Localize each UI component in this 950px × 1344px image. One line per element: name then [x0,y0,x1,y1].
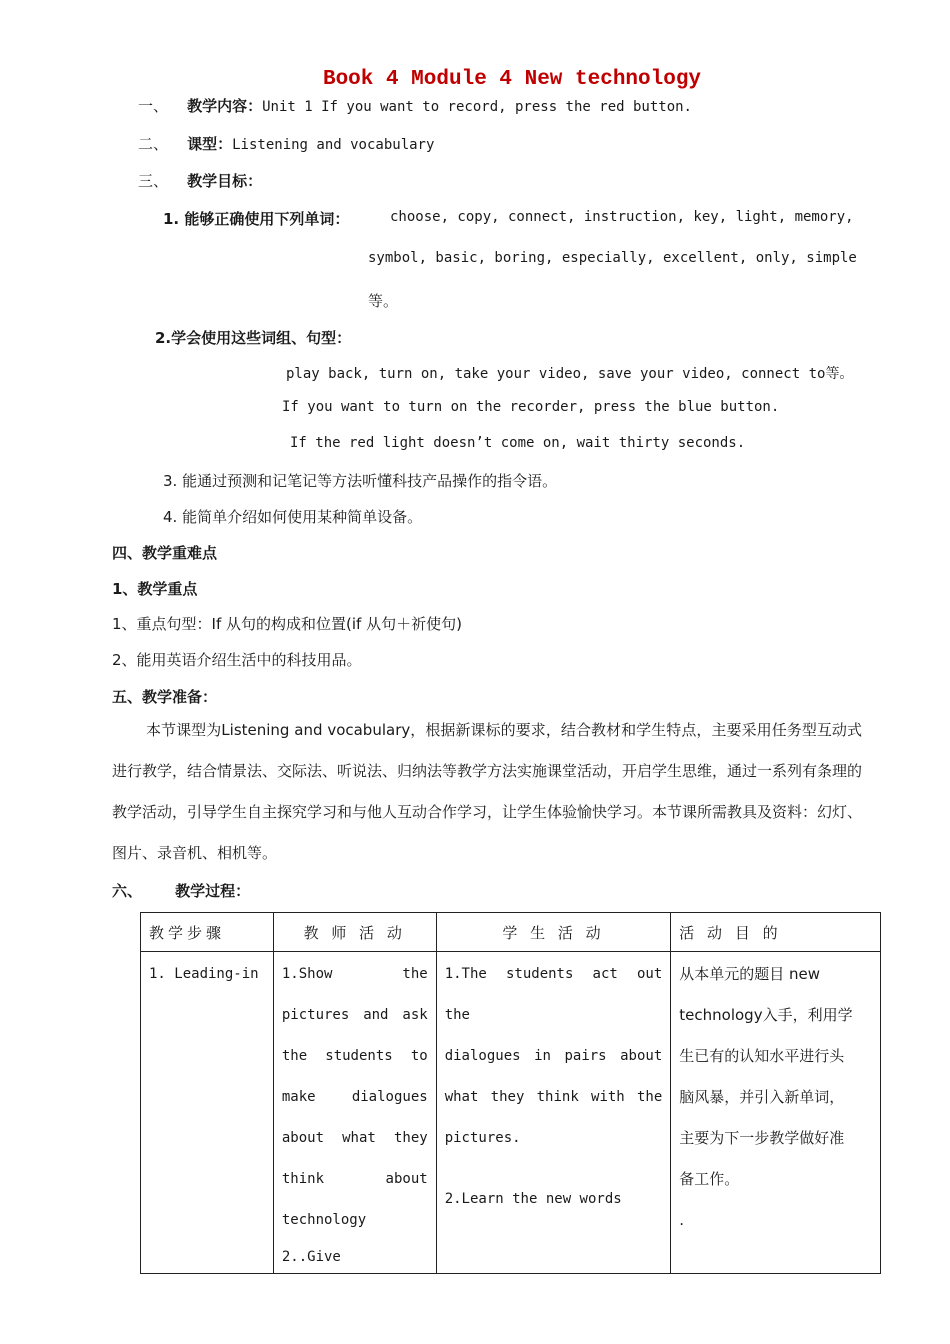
purpose-line: 生已有的认知水平进行头 [679,1047,845,1065]
cell-activity-purpose [671,952,881,1274]
purpose-line: technology入手，利用学 [679,1006,853,1024]
teacher-line: about what they [281,1130,428,1146]
table-header-row [141,913,881,952]
purpose-line: 从本单元的题目 new [679,965,821,983]
section-2-label: 课型： [187,135,233,153]
objective-1-line-2: symbol, basic, boring, especially, excellent, only, simple [368,250,857,266]
section-4-key-point-1: 1、重点句型：If 从句的构成和位置(if 从句＋祈使句) [112,615,462,633]
cell-teacher-activity [273,952,436,1274]
table-row [141,952,881,1274]
teacher-line: 2..Give [281,1249,341,1265]
purpose-line: 备工作。 [679,1170,740,1188]
cell-step [141,952,274,1274]
teacher-line: think about [281,1171,428,1187]
section-4-key-point-2: 2、能用英语介绍生活中的科技用品。 [112,651,362,669]
section-5-heading: 五、教学准备： [112,688,218,706]
teacher-line: the students to [281,1048,428,1064]
section-2 [138,133,434,154]
purpose-line: . [679,1211,685,1229]
section-4-heading: 四、教学重难点 [112,544,218,562]
header-step: 教学步骤 [141,913,274,952]
student-line: what they think with the [444,1089,663,1105]
purpose-line: 脑风暴，并引入新单词， [679,1088,845,1106]
header-activity-purpose: 活 动 目 的 [671,913,881,952]
objective-4: 4. 能简单介绍如何使用某种简单设备。 [163,508,423,526]
section-1 [138,95,692,116]
header-student-activity: 学 生 活 动 [436,913,671,952]
section-4-key-points-heading: 1、教学重点 [112,580,198,598]
section-2-number: 二、 [138,135,169,153]
teacher-line: technology [281,1212,367,1228]
objective-1-label: 1. 能够正确使用下列单词： [163,210,350,228]
teaching-process-table [140,912,881,1274]
objective-1-line-3: 等。 [368,292,399,310]
objective-3: 3. 能通过预测和记笔记等方法听懂科技产品操作的指令语。 [163,472,558,490]
section-1-label: 教学内容： [187,97,263,115]
page-title: Book 4 Module 4 New technology [322,68,702,91]
step-text: 1. Leading-in [149,966,259,982]
objective-2-label: 2.学会使用这些词组、句型： [155,329,352,347]
section-1-number: 一、 [138,97,169,115]
section-5-paragraph: 本节课型为Listening and vocabulary，根据新课标的要求，结合教材和学生特点，主要采用任务型互动式进行教学，结合情景法、交际法、听说法、归纳法等教学方法实施课堂活动，开启学生思维，通过一系列有条理的教学活动，引导学生自主探究学习和与他人互动合作学习，让学生体验愉快学习。本节课所需教具及资料：幻灯、图片、录音机、相机等。 [112,721,863,862]
student-line: 1.The students act out the [444,966,663,1023]
section-6-number: 六、 [112,882,143,900]
teacher-line: 1.Show the [281,966,428,982]
student-line: 2.Learn the new words [444,1191,622,1207]
student-line: dialogues in pairs about [444,1048,663,1064]
section-3 [138,170,262,191]
teacher-line: make dialogues [281,1089,428,1105]
section-6 [112,880,250,901]
objective-2-line-3: If the red light doesn’t come on, wait thirty seconds. [290,435,746,451]
section-3-label: 教学目标： [187,172,263,190]
objective-2-line-1: play back, turn on, take your video, save your video, connect to等。 [286,366,854,382]
section-6-label: 教学过程： [175,882,251,900]
purpose-line: 主要为下一步教学做好准 [679,1129,845,1147]
cell-student-activity [436,952,671,1274]
teacher-line: pictures and ask [281,1007,428,1023]
student-line: pictures. [444,1130,521,1146]
section-2-text: Listening and vocabulary [232,137,435,153]
header-teacher-activity: 教 师 活 动 [273,913,436,952]
section-3-number: 三、 [138,172,169,190]
objective-2-line-2: If you want to turn on the recorder, press the blue button. [282,399,780,415]
section-1-text: Unit 1 If you want to record, press the red button. [262,99,692,115]
objective-1-line-1: choose, copy, connect, instruction, key, light, memory, [390,209,854,225]
